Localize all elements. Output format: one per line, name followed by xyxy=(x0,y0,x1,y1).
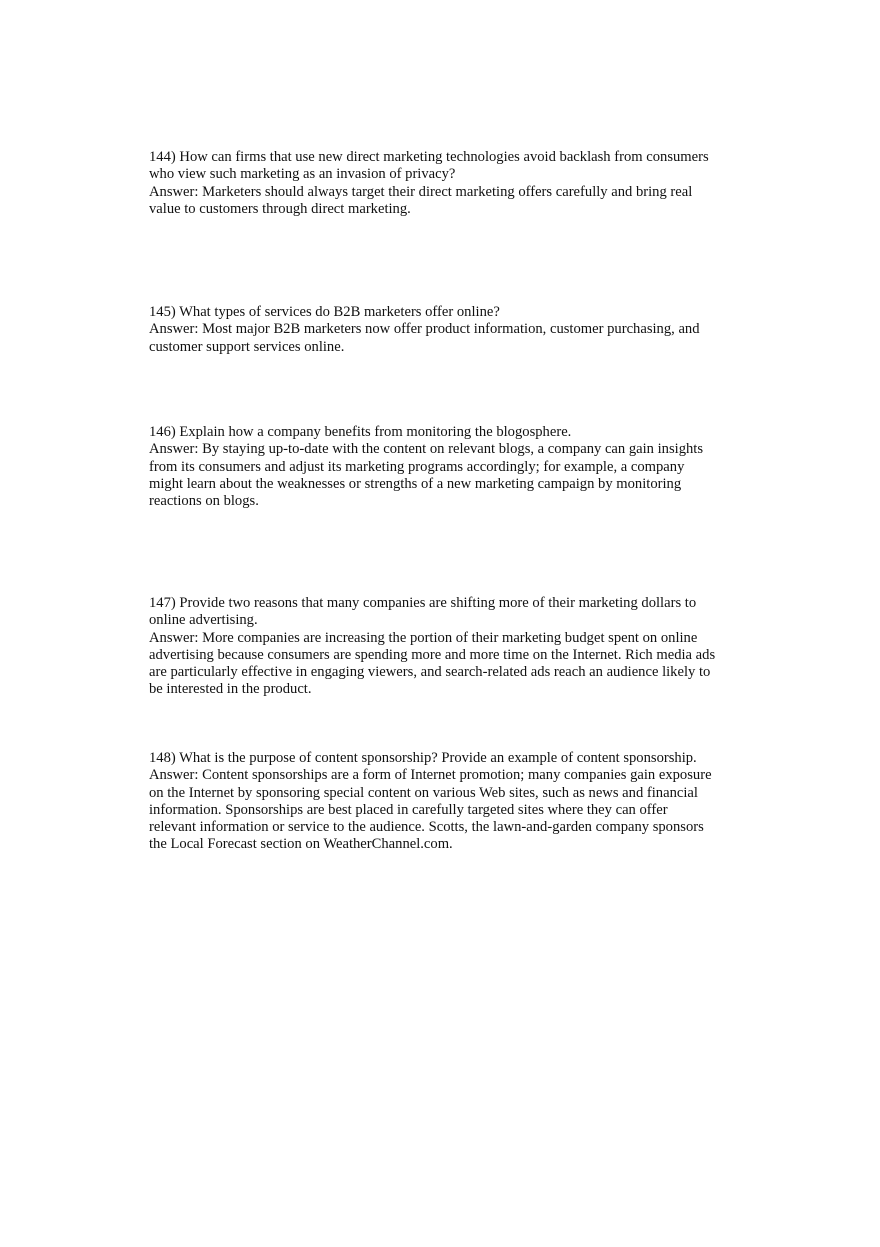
question-145 xyxy=(149,304,749,356)
answer-text: might learn about the weaknesses or strengths of a new marketing campaign by monitoring xyxy=(149,475,682,492)
question-text: 146) Explain how a company benefits from monitoring the blogosphere. xyxy=(149,424,572,440)
answer-text: Answer: Marketers should always target their direct marketing offers carefully and bring real xyxy=(149,183,693,200)
answer-text: be interested in the product. xyxy=(149,681,312,698)
answer-text: relevant information or service to the audience. Scotts, the lawn-and-garden company sponsors xyxy=(149,819,704,836)
answer-text: the Local Forecast section on WeatherChannel.com. xyxy=(149,836,453,853)
question-text: 144) How can firms that use new direct marketing technologies avoid backlash from consumers xyxy=(149,149,709,165)
question-text: online advertising. xyxy=(149,612,258,629)
question-147 xyxy=(149,595,749,699)
answer-text: from its consumers and adjust its marketing programs accordingly; for example, a company xyxy=(149,458,685,475)
question-144 xyxy=(149,149,749,218)
answer-text: Answer: More companies are increasing the portion of their marketing budget spent on online xyxy=(149,629,698,646)
question-text: 145) What types of services do B2B marketers offer online? xyxy=(149,304,500,320)
answer-text: Answer: Content sponsorships are a form of Internet promotion; many companies gain exposure xyxy=(149,767,712,784)
question-text: 148) What is the purpose of content sponsorship? Provide an example of content sponsorship. xyxy=(149,750,697,766)
answer-text: reactions on blogs. xyxy=(149,493,259,510)
question-148 xyxy=(149,750,749,854)
answer-text: on the Internet by sponsoring special content on various Web sites, such as news and financial xyxy=(149,784,698,801)
answer-text: value to customers through direct marketing. xyxy=(149,200,411,217)
question-146 xyxy=(149,424,749,510)
question-text: 147) Provide two reasons that many companies are shifting more of their marketing dollars to xyxy=(149,595,697,611)
answer-text: information. Sponsorships are best placed in carefully targeted sites where they can offer xyxy=(149,801,668,818)
answer-text: Answer: Most major B2B marketers now offer product information, customer purchasing, and xyxy=(149,321,700,338)
answer-text: customer support services online. xyxy=(149,338,345,355)
question-text: who view such marketing as an invasion of privacy? xyxy=(149,166,456,183)
answer-text: advertising because consumers are spending more and more time on the Internet. Rich media ads xyxy=(149,646,716,663)
answer-text: are particularly effective in engaging viewers, and search-related ads reach an audience likely to xyxy=(149,664,711,681)
answer-text: Answer: By staying up-to-date with the content on relevant blogs, a company can gain insights xyxy=(149,441,704,458)
